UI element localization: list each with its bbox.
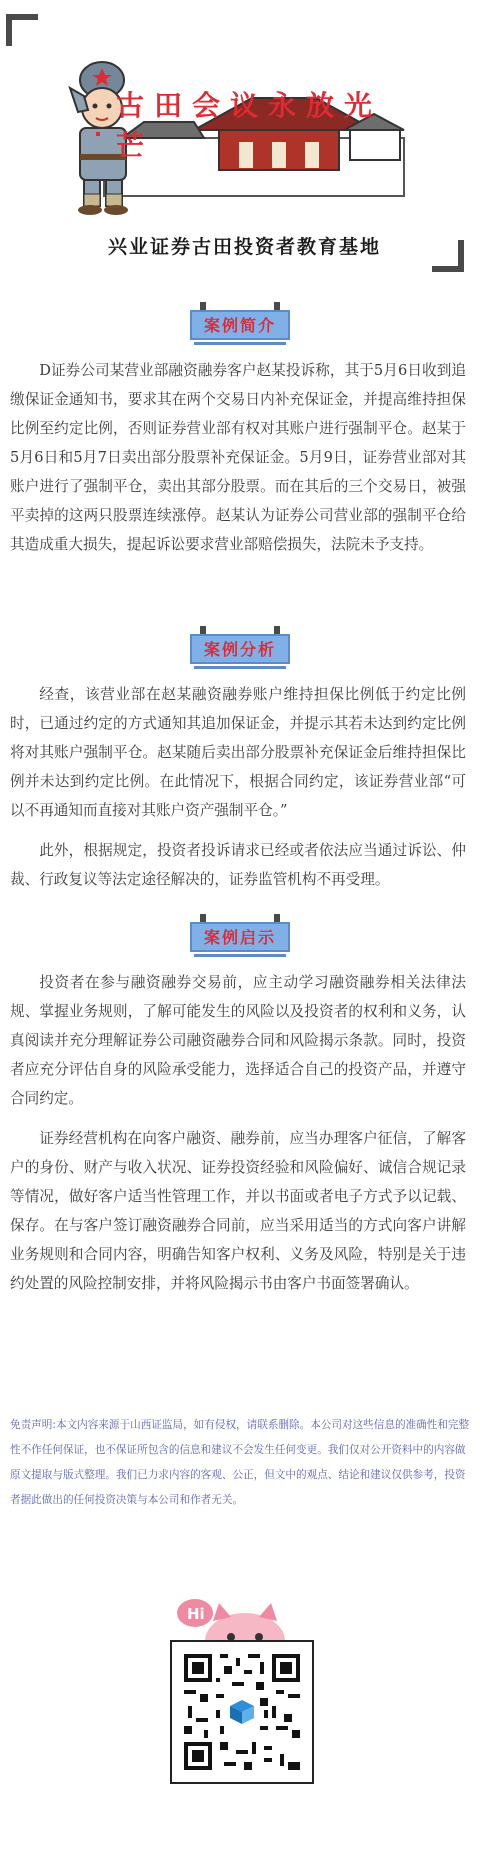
paragraph-case-intro: D证券公司某营业部融资融券客户赵某投诉称，其于5月6日收到追缴保证金通知书，要求其在两个交易日内补充保证金，并提高维持担保比例至约定比例，否则证券营业部有权对其账户进行强制平仓。赵某于5月6日和5月7日卖出部分股票补充保证金。5月9日，证券营业部对其账户进行了强制平仓，卖出其部分股票。而在其后的三个交易日，被强平卖掉的这两只股票连续涨停。赵某认为证券公司营业部的强制平仓给其造成重大损失，提起诉讼要求营业部赔偿损失，法院未予支持。	[10, 362, 466, 553]
section-heading-case-analysis	[0, 624, 480, 684]
paragraph-investor-advice: 投资者在参与融资融券交易前，应主动学习融资融券相关法律法规、掌握业务规则，了解可能发生的风险以及投资者的权利和义务，认真阅读并充分理解证券公司融资融券合同和风险揭示条款。同时，投资者应充分评估自身的风险承受能力，选择适合自己的投资产品，并遵守合同约定。	[10, 974, 466, 1107]
red-army-soldier-illustration	[44, 30, 424, 220]
paragraph-broker-advice: 证券经营机构在向客户融资、融券前，应当办理客户征信，了解客户的身份、财产与收入状况、证券投资经验和风险偏好、诚信合规记录等情况，做好客户适当性管理工作，并以书面或者电子方式予以记载、保存。在与客户签订融资融券合同前，应当采用适当的方式向客户讲解业务规则和合同内容，明确告知客户权利、义务及风险，特别是关于违约处置的风险控制安排，并将风险揭示书由客户书面签署确认。	[10, 1130, 466, 1292]
corner-bracket-bottom-right	[432, 240, 464, 272]
pig-bubble-text: Hi	[187, 1605, 205, 1623]
qr-code-frame	[170, 1640, 314, 1784]
section-heading-case-lessons	[0, 912, 480, 972]
paragraph-case-analysis-supplement: 此外，根据规定，投资者投诉请求已经或者依法应当通过诉讼、仲裁、行政复议等法定途径解决的，证券监管机构不再受理。	[10, 842, 466, 888]
disclaimer-text: 免责声明:本文内容来源于山西证监局，如有侵权，请联系删除。本公司对这些信息的准确性和完整性不作任何保证，也不保证所包含的信息和建议不会发生任何变更。我们仅对公开资料中的内容做原文提取与版式整理。我们已力求内容的客观、公正，但文中的观点、结论和建议仅供参考，投资者据此做出的任何投资决策与本公司和作者无关。	[10, 1419, 470, 1506]
banner-title: 古田会议永放光芒	[116, 89, 383, 162]
header-banner	[0, 0, 480, 280]
section-title: 案例分析	[190, 634, 290, 664]
corner-bracket-top-left	[6, 14, 38, 46]
section-heading-case-intro	[0, 300, 480, 360]
paragraph-case-analysis: 经查，该营业部在赵某融资融券账户维持担保比例低于约定比例时，已通过约定的方式通知其追加保证金，并提示其若未达到约定比例将对其账户强制平仓。赵某随后卖出部分股票补充保证金后维持担保比例并未达到约定比例。在此情况下，根据合同约定，该证券营业部“可以不再通知而直接对其账户资产强制平仓。”	[10, 686, 466, 819]
qr-code-icon	[184, 1654, 300, 1770]
section-title: 案例简介	[190, 310, 290, 340]
section-title: 案例启示	[190, 922, 290, 952]
banner-subtitle: 兴业证券古田投资者教育基地	[108, 236, 382, 258]
